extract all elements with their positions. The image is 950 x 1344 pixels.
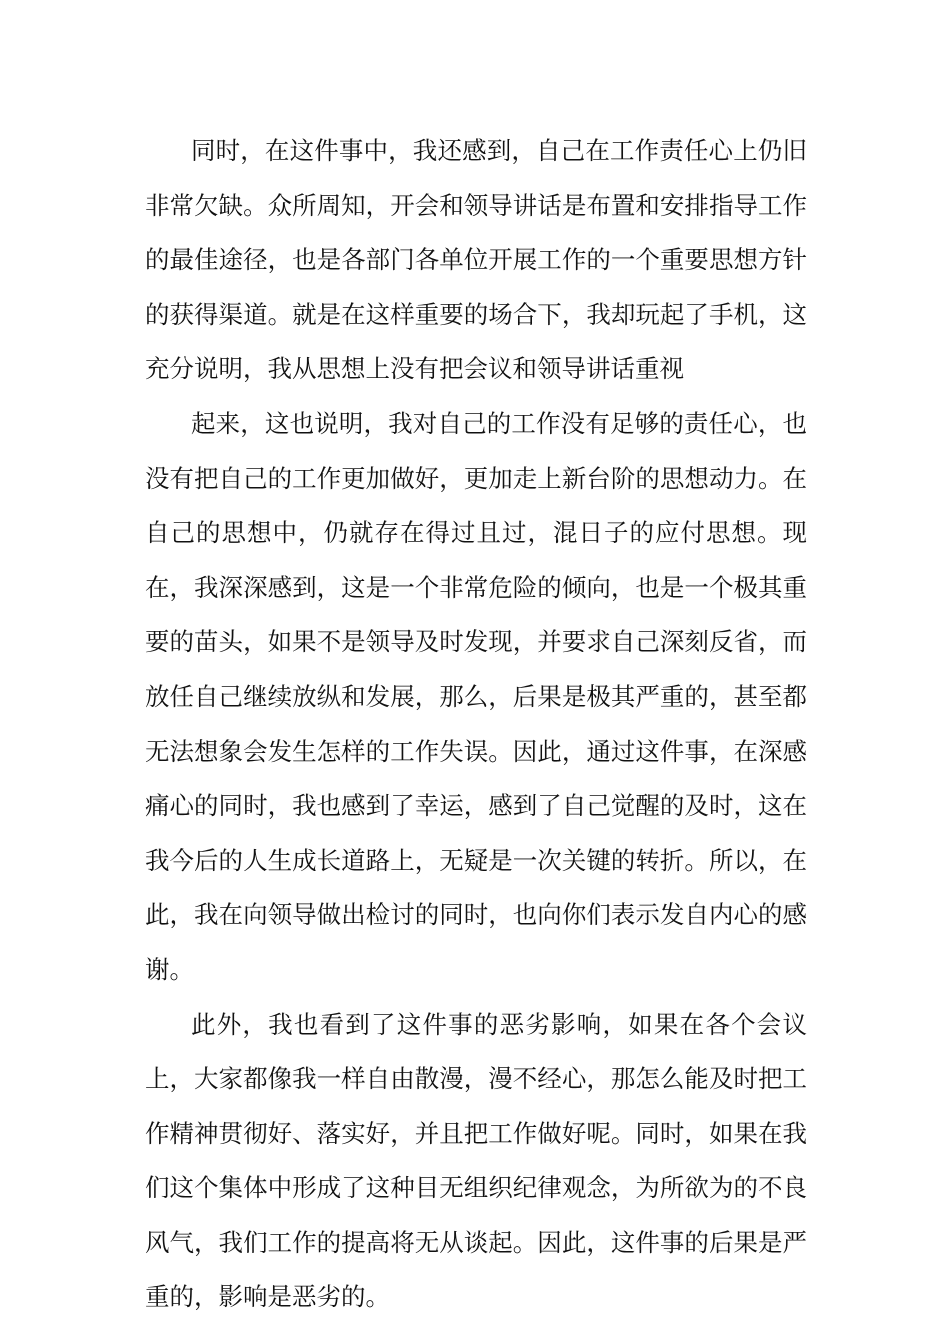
paragraph-3: 此外，我也看到了这件事的恶劣影响，如果在各个会议上，大家都像我一样自由散漫，漫不经心，那怎么能及时把工作精神贯彻好、落实好，并且把工作做好呢。同时，如果在我们这个集体中形成了这种目无组织纪律观念，为所欲为的不良风气，我们工作的提高将无从谈起。因此，这件事的后果是严重的，影响是恶劣的。 — [145, 1009, 807, 1312]
document-body — [145, 124, 807, 1325]
paragraph-1: 同时，在这件事中，我还感到，自己在工作责任心上仍旧非常欠缺。众所周知，开会和领导讲话是布置和安排指导工作的最佳途径，也是各部门各单位开展工作的一个重要思想方针的获得渠道。就是在这样重要的场合下，我却玩起了手机，这充分说明，我从思想上没有把会议和领导讲话重视 — [145, 136, 807, 384]
paragraph-2: 起来，这也说明，我对自己的工作没有足够的责任心，也没有把自己的工作更加做好，更加走上新台阶的思想动力。在自己的思想中，仍就存在得过且过，混日子的应付思想。现在，我深深感到，这是一个非常危险的倾向，也是一个极其重要的苗头，如果不是领导及时发现，并要求自己深刻反省，而放任自己继续放纵和发展，那么，后果是极其严重的，甚至都无法想象会发生怎样的工作失误。因此，通过这件事，在深感痛心的同时，我也感到了幸运，感到了自己觉醒的及时，这在我今后的人生成长道路上，无疑是一次关键的转折。所以，在此，我在向领导做出检讨的同时，也向你们表示发自内心的感谢。 — [145, 408, 807, 984]
